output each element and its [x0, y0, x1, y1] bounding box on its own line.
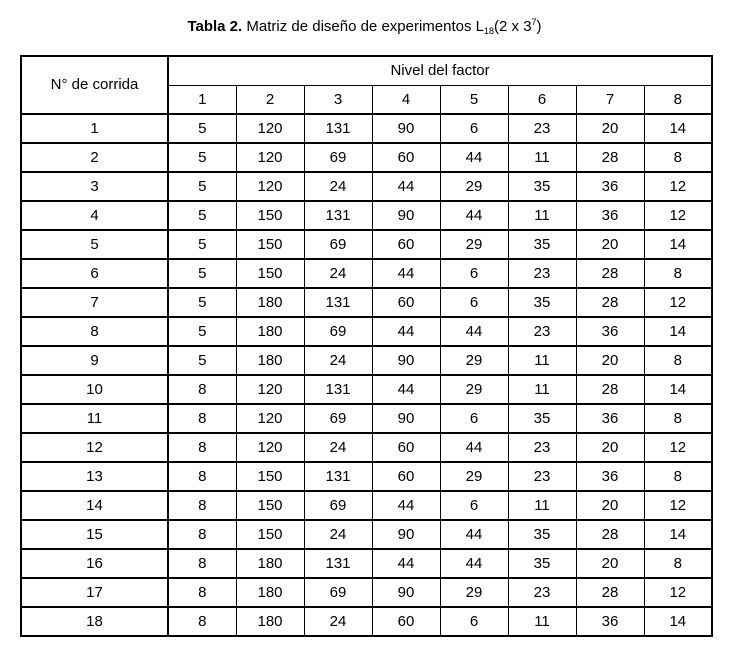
factor-level-cell: 14 [644, 520, 712, 549]
factor-level-cell: 150 [236, 520, 304, 549]
run-number-cell: 5 [21, 230, 168, 259]
factor-level-cell: 90 [372, 520, 440, 549]
caption-paren-open: (2 x 3 [494, 18, 532, 35]
factor-level-cell: 11 [508, 346, 576, 375]
run-number-cell: 9 [21, 346, 168, 375]
factor-level-cell: 44 [440, 549, 508, 578]
factor-level-cell: 20 [576, 549, 644, 578]
factor-level-cell: 28 [576, 520, 644, 549]
table-row [21, 288, 712, 317]
factor-level-cell: 44 [372, 549, 440, 578]
factor-level-cell: 90 [372, 404, 440, 433]
factor-level-cell: 23 [508, 433, 576, 462]
run-number-cell: 12 [21, 433, 168, 462]
factor-level-cell: 69 [304, 491, 372, 520]
factor-level-cell: 8 [168, 607, 236, 636]
factor-column-header: 7 [576, 86, 644, 115]
factor-level-cell: 35 [508, 230, 576, 259]
factor-level-cell: 11 [508, 143, 576, 172]
factor-level-cell: 29 [440, 230, 508, 259]
factor-level-cell: 28 [576, 578, 644, 607]
run-number-cell: 7 [21, 288, 168, 317]
factor-level-cell: 11 [508, 491, 576, 520]
factor-level-cell: 36 [576, 607, 644, 636]
design-matrix-table [20, 55, 713, 637]
factor-column-header: 4 [372, 86, 440, 115]
factor-column-header: 8 [644, 86, 712, 115]
factor-level-cell: 90 [372, 201, 440, 230]
factor-level-cell: 12 [644, 491, 712, 520]
caption-superscript: 7 [531, 17, 537, 27]
factor-level-cell: 35 [508, 172, 576, 201]
factor-level-cell: 8 [644, 346, 712, 375]
run-number-cell: 8 [21, 317, 168, 346]
factor-level-cell: 12 [644, 201, 712, 230]
factor-level-cell: 36 [576, 404, 644, 433]
factor-level-cell: 29 [440, 578, 508, 607]
factor-level-cell: 24 [304, 607, 372, 636]
factor-level-cell: 180 [236, 288, 304, 317]
factor-level-cell: 131 [304, 288, 372, 317]
factor-level-cell: 90 [372, 346, 440, 375]
factor-level-cell: 5 [168, 201, 236, 230]
factor-level-cell: 44 [372, 375, 440, 404]
factor-level-cell: 60 [372, 462, 440, 491]
factor-level-cell: 180 [236, 549, 304, 578]
factor-level-cell: 6 [440, 491, 508, 520]
table-row [21, 433, 712, 462]
factor-level-cell: 44 [440, 317, 508, 346]
run-number-cell: 17 [21, 578, 168, 607]
factor-level-cell: 60 [372, 143, 440, 172]
factor-level-cell: 150 [236, 491, 304, 520]
run-number-cell: 16 [21, 549, 168, 578]
factor-level-cell: 6 [440, 288, 508, 317]
table-row [21, 520, 712, 549]
factor-level-cell: 14 [644, 317, 712, 346]
factor-level-cell: 5 [168, 230, 236, 259]
factor-level-cell: 20 [576, 230, 644, 259]
run-number-cell: 15 [21, 520, 168, 549]
table-body [21, 114, 712, 636]
table-row [21, 172, 712, 201]
factor-level-cell: 150 [236, 462, 304, 491]
header-row-group [21, 56, 712, 86]
factor-level-cell: 90 [372, 578, 440, 607]
factor-level-cell: 28 [576, 259, 644, 288]
factor-level-cell: 150 [236, 259, 304, 288]
factor-level-cell: 35 [508, 520, 576, 549]
table-row [21, 259, 712, 288]
table-row [21, 404, 712, 433]
caption-text: Matriz de diseño de experimentos L [242, 18, 484, 35]
factor-level-cell: 150 [236, 201, 304, 230]
factor-level-cell: 8 [168, 404, 236, 433]
factor-level-cell: 6 [440, 607, 508, 636]
factor-level-cell: 60 [372, 433, 440, 462]
table-row [21, 375, 712, 404]
factor-level-cell: 69 [304, 578, 372, 607]
run-number-cell: 1 [21, 114, 168, 143]
factor-level-cell: 36 [576, 201, 644, 230]
run-number-cell: 4 [21, 201, 168, 230]
factor-level-cell: 44 [440, 433, 508, 462]
factor-level-cell: 20 [576, 346, 644, 375]
factor-level-cell: 14 [644, 114, 712, 143]
run-number-cell: 18 [21, 607, 168, 636]
factor-level-cell: 29 [440, 375, 508, 404]
factor-level-cell: 28 [576, 288, 644, 317]
run-number-cell: 11 [21, 404, 168, 433]
factor-level-cell: 69 [304, 404, 372, 433]
factor-level-cell: 44 [440, 201, 508, 230]
factor-level-cell: 180 [236, 578, 304, 607]
factor-level-cell: 24 [304, 172, 372, 201]
factor-level-cell: 20 [576, 491, 644, 520]
factor-level-cell: 36 [576, 317, 644, 346]
table-caption [0, 18, 729, 36]
factor-level-cell: 8 [644, 404, 712, 433]
factor-level-cell: 20 [576, 433, 644, 462]
table-row [21, 143, 712, 172]
factor-level-cell: 131 [304, 549, 372, 578]
factor-level-cell: 14 [644, 375, 712, 404]
factor-level-cell: 5 [168, 172, 236, 201]
factor-level-cell: 14 [644, 607, 712, 636]
factor-level-cell: 69 [304, 230, 372, 259]
factor-level-cell: 131 [304, 201, 372, 230]
factor-level-cell: 35 [508, 404, 576, 433]
factor-level-cell: 36 [576, 462, 644, 491]
run-number-cell: 3 [21, 172, 168, 201]
table-row [21, 317, 712, 346]
factor-level-cell: 44 [372, 317, 440, 346]
factor-level-cell: 23 [508, 259, 576, 288]
factor-level-cell: 5 [168, 288, 236, 317]
factor-level-cell: 5 [168, 317, 236, 346]
factor-level-cell: 8 [168, 578, 236, 607]
factor-column-header: 3 [304, 86, 372, 115]
factor-level-cell: 36 [576, 172, 644, 201]
factor-level-cell: 69 [304, 143, 372, 172]
factor-level-cell: 120 [236, 404, 304, 433]
factor-column-header: 6 [508, 86, 576, 115]
factor-level-cell: 35 [508, 549, 576, 578]
factor-level-cell: 24 [304, 433, 372, 462]
factor-level-header: Nivel del factor [168, 56, 712, 86]
factor-level-cell: 8 [168, 462, 236, 491]
factor-level-cell: 29 [440, 346, 508, 375]
factor-level-cell: 24 [304, 520, 372, 549]
caption-paren-close: ) [536, 18, 542, 35]
factor-level-cell: 11 [508, 201, 576, 230]
factor-level-cell: 11 [508, 375, 576, 404]
factor-level-cell: 6 [440, 404, 508, 433]
factor-level-cell: 5 [168, 259, 236, 288]
factor-level-cell: 90 [372, 114, 440, 143]
factor-level-cell: 24 [304, 346, 372, 375]
factor-level-cell: 28 [576, 143, 644, 172]
factor-level-cell: 5 [168, 346, 236, 375]
factor-level-cell: 35 [508, 288, 576, 317]
factor-column-header: 5 [440, 86, 508, 115]
factor-level-cell: 23 [508, 114, 576, 143]
factor-level-cell: 120 [236, 114, 304, 143]
factor-level-cell: 120 [236, 143, 304, 172]
factor-level-cell: 44 [372, 491, 440, 520]
factor-level-cell: 120 [236, 375, 304, 404]
factor-level-cell: 8 [168, 520, 236, 549]
factor-level-cell: 8 [168, 433, 236, 462]
factor-level-cell: 44 [372, 172, 440, 201]
table-row [21, 578, 712, 607]
run-number-cell: 6 [21, 259, 168, 288]
factor-level-cell: 6 [440, 114, 508, 143]
factor-level-cell: 8 [168, 491, 236, 520]
factor-level-cell: 60 [372, 230, 440, 259]
factor-level-cell: 12 [644, 433, 712, 462]
factor-column-header: 1 [168, 86, 236, 115]
factor-level-cell: 12 [644, 578, 712, 607]
table-row [21, 114, 712, 143]
run-number-cell: 14 [21, 491, 168, 520]
table-row [21, 230, 712, 259]
factor-level-cell: 28 [576, 375, 644, 404]
factor-level-cell: 5 [168, 143, 236, 172]
factor-level-cell: 69 [304, 317, 372, 346]
factor-level-cell: 60 [372, 288, 440, 317]
factor-level-cell: 8 [644, 143, 712, 172]
factor-level-cell: 12 [644, 288, 712, 317]
factor-level-cell: 20 [576, 114, 644, 143]
factor-level-cell: 14 [644, 230, 712, 259]
factor-level-cell: 8 [644, 462, 712, 491]
factor-level-cell: 24 [304, 259, 372, 288]
factor-level-cell: 150 [236, 230, 304, 259]
table-row [21, 201, 712, 230]
factor-level-cell: 44 [440, 143, 508, 172]
factor-level-cell: 180 [236, 317, 304, 346]
factor-level-cell: 180 [236, 346, 304, 375]
factor-level-cell: 11 [508, 607, 576, 636]
table-row [21, 549, 712, 578]
factor-level-cell: 8 [168, 375, 236, 404]
run-number-header: N° de corrida [21, 56, 168, 114]
table-row [21, 346, 712, 375]
factor-level-cell: 29 [440, 462, 508, 491]
factor-level-cell: 23 [508, 578, 576, 607]
table-row [21, 491, 712, 520]
factor-level-cell: 8 [644, 549, 712, 578]
factor-level-cell: 23 [508, 462, 576, 491]
factor-level-cell: 44 [372, 259, 440, 288]
caption-subscript: 18 [484, 26, 495, 36]
factor-level-cell: 29 [440, 172, 508, 201]
factor-level-cell: 131 [304, 375, 372, 404]
factor-level-cell: 120 [236, 172, 304, 201]
factor-level-cell: 180 [236, 607, 304, 636]
factor-level-cell: 60 [372, 607, 440, 636]
run-number-cell: 10 [21, 375, 168, 404]
factor-level-cell: 6 [440, 259, 508, 288]
caption-label: Tabla 2. [187, 18, 243, 35]
table-row [21, 607, 712, 636]
table-row [21, 462, 712, 491]
factor-level-cell: 131 [304, 114, 372, 143]
factor-level-cell: 131 [304, 462, 372, 491]
factor-level-cell: 120 [236, 433, 304, 462]
factor-level-cell: 8 [168, 549, 236, 578]
run-number-cell: 13 [21, 462, 168, 491]
factor-level-cell: 23 [508, 317, 576, 346]
factor-level-cell: 5 [168, 114, 236, 143]
factor-column-header: 2 [236, 86, 304, 115]
run-number-cell: 2 [21, 143, 168, 172]
factor-level-cell: 8 [644, 259, 712, 288]
factor-level-cell: 12 [644, 172, 712, 201]
factor-level-cell: 44 [440, 520, 508, 549]
